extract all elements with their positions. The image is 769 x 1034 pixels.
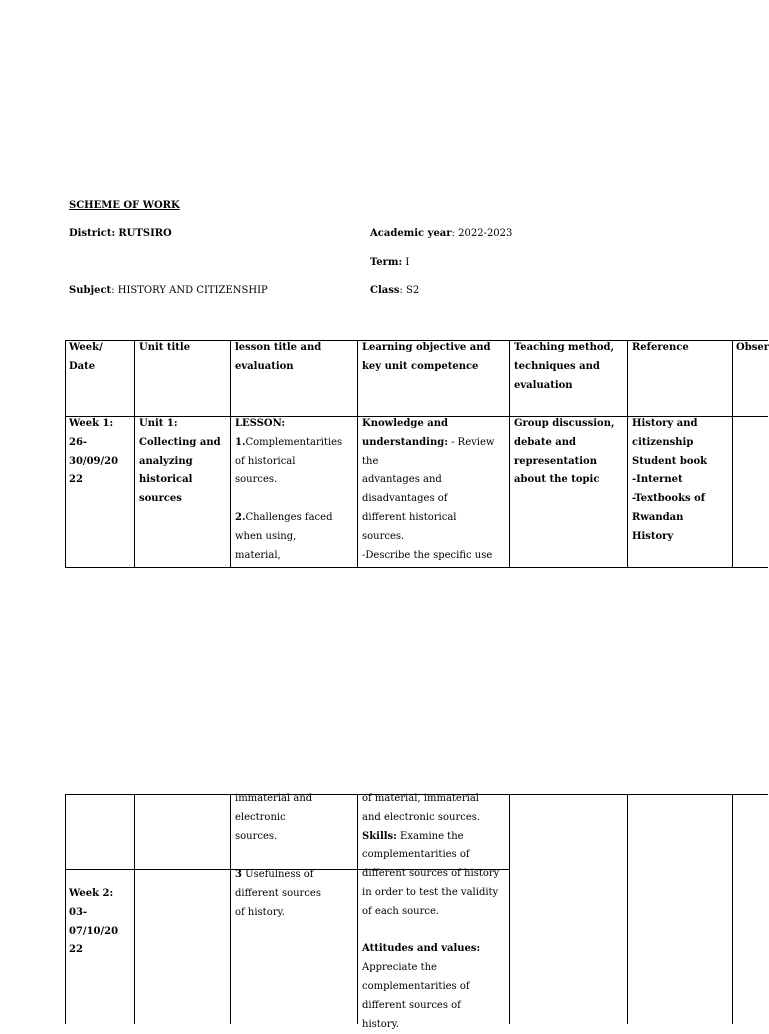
header-week — [69, 339, 103, 377]
term-value: I — [405, 257, 410, 268]
header-line: Date — [69, 360, 96, 372]
cell-line: -Describe the specific use — [362, 549, 493, 561]
cell-line: Group discussion, — [514, 418, 615, 429]
cell-line: complementarities of — [362, 849, 470, 861]
cell-line: Rwandan — [632, 511, 684, 523]
cell-line: and electronic sources. — [362, 811, 481, 823]
subject-label: Subject — [69, 285, 112, 296]
header-line: lesson title and — [235, 342, 322, 353]
week1-lesson — [235, 415, 342, 565]
cell-line: 26- — [69, 436, 88, 448]
cell-line: advantages and — [362, 474, 442, 486]
cell-line: representation — [514, 455, 597, 467]
table-col-divider — [509, 340, 510, 568]
cell-line: when using, — [235, 530, 297, 542]
continued-objective — [362, 790, 499, 1034]
cell-line: different sources of history — [362, 868, 500, 880]
cell-line: different historical — [362, 511, 457, 523]
cell-line — [235, 434, 342, 453]
attitudes-label: Attitudes and values: — [362, 943, 481, 955]
district-label: District: — [69, 228, 116, 239]
cell-line: Unit 1: — [139, 418, 178, 429]
header-observation-clip — [736, 339, 768, 359]
academic-year-line — [370, 228, 512, 240]
week1-lesson-clip — [231, 415, 357, 567]
header-reference — [632, 339, 689, 358]
cell-line: 03- — [69, 906, 88, 918]
header-teaching-method — [514, 339, 614, 395]
cell-line: Collecting and — [139, 436, 221, 448]
class-label: Class — [370, 285, 400, 296]
table-border-bottom — [65, 567, 768, 568]
week1-date — [69, 415, 118, 490]
class-line — [370, 285, 419, 297]
cell-line: Knowledge and — [362, 418, 448, 429]
skills-label: Skills: — [362, 830, 397, 842]
cell-line — [362, 922, 499, 941]
cell-line: sources — [139, 493, 182, 505]
district-line — [69, 228, 172, 240]
continued-lesson — [235, 790, 312, 846]
lesson-number: 1. — [235, 436, 246, 448]
table-col-divider — [509, 794, 510, 1024]
header-line: Unit title — [139, 342, 191, 353]
skills-text: Examine the — [396, 830, 464, 842]
cell-line: 30/09/20 — [69, 455, 119, 467]
cell-line: analyzing — [139, 455, 193, 467]
cell-line: disadvantages of — [362, 493, 448, 505]
subject-value: : HISTORY AND CITIZENSHIP — [111, 285, 268, 296]
cell-line: -Internet — [632, 474, 683, 486]
cell-line: sources. — [235, 474, 278, 486]
term-label: Term: — [370, 257, 403, 268]
header-line: Week/ — [69, 342, 103, 353]
cell-line: material, — [235, 549, 281, 561]
week1-objective-clip — [358, 415, 509, 567]
cell-line: of history. — [235, 906, 285, 918]
cell-line — [235, 509, 342, 528]
cell-line — [235, 490, 342, 509]
cell-line: immaterial and — [235, 793, 313, 804]
week2-lesson — [235, 866, 321, 922]
lesson-text: Challenges faced — [245, 511, 333, 523]
lesson-text: Usefulness of — [241, 869, 314, 880]
cell-line: the — [362, 455, 379, 467]
cell-line: Week 2: — [69, 888, 114, 899]
week1-reference — [632, 415, 707, 547]
academic-year-value: : 2022-2023 — [451, 228, 513, 239]
week1-unit-title — [139, 415, 221, 509]
table-col-divider — [134, 794, 135, 1024]
cell-line: Student book — [632, 455, 708, 467]
cell-line: complementarities of — [362, 980, 470, 992]
header-line: Teaching method, — [514, 342, 615, 353]
header-unit-title — [139, 339, 190, 358]
table-col-divider — [65, 794, 66, 1024]
continued-objective-clip — [358, 790, 509, 1030]
header-line: Obser — [736, 342, 769, 353]
table-col-divider — [134, 340, 135, 568]
cell-line: of each source. — [362, 905, 440, 917]
week1-objective — [362, 415, 494, 565]
header-lesson-title — [235, 339, 321, 377]
objective-text: - Review — [447, 436, 495, 448]
cell-line: about the topic — [514, 474, 600, 486]
class-value: : S2 — [399, 285, 420, 296]
cell-line: sources. — [362, 530, 405, 542]
header-line: Learning objective and — [362, 342, 491, 353]
cell-line: History — [632, 530, 674, 542]
cell-line: citizenship — [632, 436, 694, 448]
cell-line: history. — [362, 1018, 400, 1030]
cell-line: -Textbooks of — [632, 493, 706, 505]
cell-line: different sources — [235, 887, 321, 899]
table-col-divider — [732, 340, 733, 568]
academic-year-label: Academic year — [370, 228, 452, 239]
header-learning-objective — [362, 339, 491, 377]
cell-line: 07/10/20 — [69, 925, 119, 937]
district-value: RUTSIRO — [118, 228, 172, 239]
table-col-divider — [65, 340, 66, 568]
cell-line: 22 — [69, 474, 83, 486]
cell-line: in order to test the validity — [362, 886, 499, 898]
objective-label: understanding: — [362, 436, 448, 448]
header-line: Reference — [632, 342, 689, 353]
cell-line: History and — [632, 418, 698, 429]
header-observation — [736, 339, 769, 358]
table-col-divider — [627, 340, 628, 568]
header-line: evaluation — [235, 360, 294, 372]
cell-line: Appreciate the — [362, 962, 437, 974]
cell-line: Week 1: — [69, 418, 114, 429]
cell-line: of material, immaterial — [362, 793, 479, 804]
cell-line — [362, 434, 494, 453]
cell-line: of historical — [235, 455, 296, 467]
term-line — [370, 257, 409, 269]
cell-line: electronic — [235, 811, 286, 823]
header-line: evaluation — [514, 379, 573, 391]
cell-line: sources. — [235, 830, 278, 842]
table-col-divider — [627, 794, 628, 1024]
cell-line: debate and — [514, 436, 577, 448]
lesson-heading: LESSON: — [235, 418, 286, 429]
cell-line: different sources of — [362, 999, 461, 1011]
table-col-divider — [732, 794, 733, 1024]
table-col-divider — [230, 794, 231, 1024]
week2-date — [69, 885, 118, 960]
subject-line — [69, 285, 268, 297]
header-line: key unit competence — [362, 360, 479, 372]
document-title: SCHEME OF WORK — [69, 200, 180, 211]
lesson-number: 2. — [235, 511, 246, 523]
lesson-text: Complementarities — [245, 436, 343, 448]
cell-line — [235, 866, 321, 885]
header-line: techniques and — [514, 360, 600, 372]
cell-line — [362, 828, 499, 847]
lesson-number: 3 — [235, 869, 242, 880]
cell-line: 22 — [69, 944, 83, 956]
cell-line: historical — [139, 474, 193, 486]
week1-teaching-method — [514, 415, 614, 490]
